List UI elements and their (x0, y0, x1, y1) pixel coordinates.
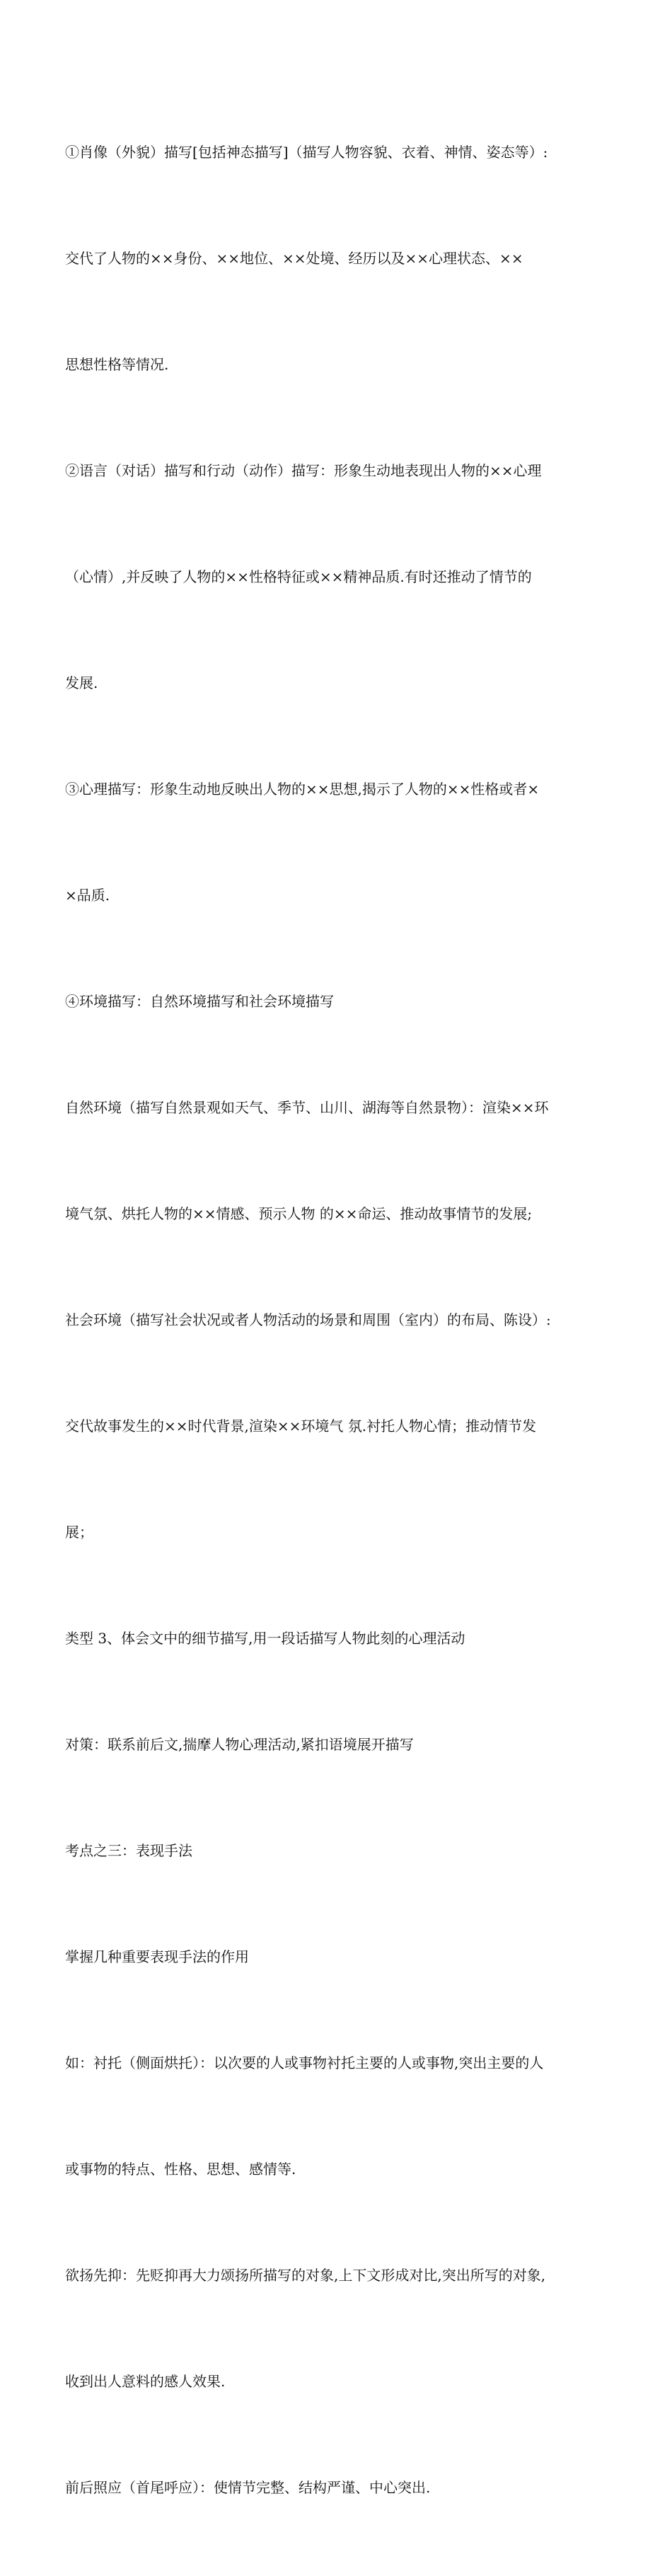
text-line: ×品质. (65, 887, 110, 904)
text-line: ③心理描写：形象生动地反映出人物的××思想,揭示了人物的××性格或者× (65, 781, 540, 798)
text-line: ①肖像（外貌）描写[包括神态描写]（描写人物容貌、衣着、神情、姿态等）: (65, 144, 548, 161)
text-line: 交代故事发生的××时代背景,渲染××环境气 氛.衬托人物心情；推动情节发 (65, 1418, 537, 1434)
text-line: 发展. (65, 674, 98, 691)
text-line: 境气氛、烘托人物的××情感、预示人物 的××命运、推动故事情节的发展; (65, 1205, 533, 1222)
text-line: 思想性格等情况. (65, 356, 169, 373)
text-line: （心情）,并反映了人物的××性格特征或××精神品质.有时还推动了情节的 (65, 568, 532, 585)
text-line: 掌握几种重要表现手法的作用 (65, 1948, 249, 1965)
text-line: 如：衬托（侧面烘托）：以次要的人或事物衬托主要的人或事物,突出主要的人 (65, 2054, 544, 2071)
document-page (65, 64, 613, 2576)
text-line: 收到出人意料的感人效果. (65, 2373, 226, 2390)
text-line: 欲扬先抑：先贬抑再大力颂扬所描写的对象,上下文形成对比,突出所写的对象, (65, 2267, 546, 2284)
text-line: 对策：联系前后文,揣摩人物心理活动,紧扣语境展开描写 (65, 1736, 414, 1753)
text-line: 前后照应（首尾呼应）：使情节完整、结构严谨、中心突出. (65, 2479, 431, 2496)
text-line: 或事物的特点、性格、思想、感情等. (65, 2161, 296, 2178)
text-line: 展； (65, 1524, 93, 1541)
document-body (65, 64, 613, 2576)
text-line: 考点之三：表现手法 (65, 1842, 192, 1859)
text-line: 交代了人物的××身份、××地位、××处境、经历以及××心理状态、×× (65, 250, 523, 267)
text-line: ②语言（对话）描写和行动（动作）描写：形象生动地表现出人物的××心理 (65, 462, 542, 479)
text-line: 自然环境（描写自然景观如天气、季节、山川、湖海等自然景物）：渲染××环 (65, 1099, 549, 1116)
text-line: 社会环境（描写社会状况或者人物活动的场景和周围（室内）的布局、陈设）: (65, 1311, 551, 1328)
text-line: ④环境描写：自然环境描写和社会环境描写 (65, 993, 334, 1010)
text-line: 类型 3、体会文中的细节描写,用一段话描写人物此刻的心理活动 (65, 1630, 465, 1647)
